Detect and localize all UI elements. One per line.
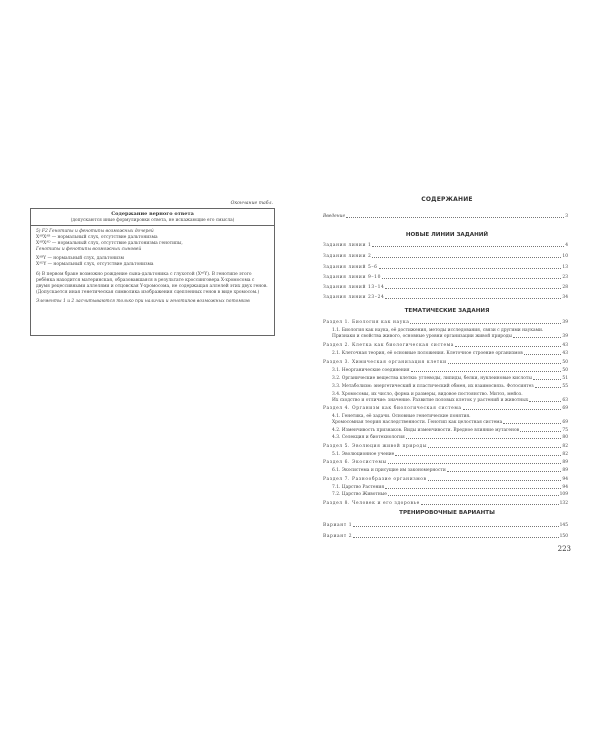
- toc-page-number: 89: [562, 459, 568, 465]
- answer-line: XᴬᴰY — нормальный слух, отсутствие дальтонизма: [36, 262, 154, 268]
- toc-entry-section[interactable]: [323, 459, 568, 465]
- toc-page-number: 69: [562, 405, 568, 411]
- toc-entry-new-line[interactable]: [323, 242, 568, 248]
- toc-page-number: 13: [562, 264, 568, 270]
- toc-entry-subsection[interactable]: [323, 350, 568, 356]
- toc-label: 3.2. Органические вещества клетки: углеводы, липиды, белки, нуклеиновые кислоты: [332, 375, 532, 381]
- answer-line: XᴬᴮY — нормальный слух, дальтонизм: [36, 256, 124, 262]
- toc-leader-dots: [382, 278, 561, 279]
- toc-label: 3.1. Неорганические соединения: [332, 367, 410, 373]
- heading-thematic: ТЕМАТИЧЕСКИЕ ЗАДАНИЯ: [404, 308, 490, 314]
- answer-header-subtitle: (допускаются иные формулировки ответа, не искажающие его смысла): [70, 218, 235, 223]
- right-page: [300, 0, 600, 750]
- toc-entry-subsection[interactable]: [323, 367, 568, 373]
- toc-leader-dots: [385, 298, 561, 299]
- toc-entry-new-line[interactable]: [323, 294, 568, 300]
- toc-page-number: 28: [562, 284, 568, 290]
- toc-label: Задания линии 9–10: [323, 274, 381, 280]
- toc-leader-dots: [379, 268, 562, 269]
- toc-entry-variant[interactable]: [323, 533, 568, 539]
- toc-label: Раздел 8. Человек и его здоровье: [323, 500, 420, 506]
- toc-page-number: 82: [562, 443, 568, 449]
- page-number: 223: [557, 545, 571, 553]
- toc-leader-dots: [411, 371, 562, 372]
- toc-page-number: 109: [559, 491, 568, 497]
- toc-entry-variant[interactable]: [323, 522, 568, 528]
- toc-leader-dots: [524, 354, 562, 355]
- toc-label: 1.1. Биология как наука, её достижения, методы исследования, связи с другими науками.: [332, 327, 544, 333]
- toc-leader-dots: [346, 217, 564, 218]
- toc-page-number: 63: [562, 397, 568, 403]
- toc-entry-section[interactable]: [323, 500, 568, 506]
- toc-label: Раздел 6. Экосистемы: [323, 459, 387, 465]
- toc-label: Задания линии 1: [323, 242, 372, 248]
- toc-label: Вариант 2: [323, 533, 353, 539]
- toc-entry-subsection[interactable]: [323, 333, 568, 339]
- toc-entry-subsection[interactable]: [323, 491, 568, 497]
- toc-leader-dots: [410, 323, 561, 324]
- toc-page-number: 75: [562, 427, 568, 433]
- toc-entry-section[interactable]: [323, 405, 568, 411]
- toc-label: 2.1. Клеточная теория, её основные положения. Клеточное строение организмов: [332, 350, 523, 356]
- toc-label: Раздел 7. Разнообразие организмов: [323, 476, 427, 482]
- toc-label: Введение: [323, 213, 346, 219]
- toc-label: 3.4. Хромосомы, их число, форма и размеры, видовое постоянство. Митоз, мейоз.: [332, 391, 523, 397]
- toc-label: Признаки и свойства живого, основные уровни организации живой природы: [332, 333, 512, 339]
- heading-new-lines: НОВЫЕ ЛИНИИ ЗАДАНИЙ: [405, 232, 489, 238]
- toc-leader-dots: [353, 526, 558, 527]
- toc-page-number: 50: [562, 367, 568, 373]
- toc-entry-section[interactable]: [323, 342, 568, 348]
- toc-leader-dots: [448, 363, 562, 364]
- toc-entry-section[interactable]: [323, 319, 568, 325]
- toc-leader-dots: [533, 379, 562, 380]
- toc-leader-dots: [428, 480, 562, 481]
- toc-page-number: 39: [562, 333, 568, 339]
- toc-label: 7.1. Царство Растения: [332, 484, 385, 490]
- table-caption: Окончание табл.: [230, 201, 273, 206]
- toc-label: Раздел 2. Клетка как биологическая система: [323, 342, 454, 348]
- toc-entry-subsection[interactable]: [323, 419, 568, 425]
- answer-header-title: Содержание верного ответа: [111, 211, 194, 217]
- toc-label: Задания линий 13–14: [323, 284, 385, 290]
- toc-entry-section[interactable]: [323, 359, 568, 365]
- toc-label: Раздел 5. Эволюция живой природы: [323, 443, 427, 449]
- toc-entry-subsection[interactable]: [323, 451, 568, 457]
- toc-leader-dots: [520, 431, 561, 432]
- toc-page-number: 55: [562, 383, 568, 389]
- answer-table: [30, 208, 275, 336]
- answer-paragraph: 6) В первом браке возможно рождение сына-дальтоника с глухотой (XᵃᵈY). В генотипе этого ребёнка находится материнская, образовавшаяся в результате кроссинговера X-хромосома с двумя рецессивными аллелями и отцовская Y-хромосома, не содержащая аллелей этих двух генов. (Допускается иная генетическая символика изображения сцепленных генов в виде хромосом.): [36, 271, 268, 295]
- toc-leader-dots: [385, 288, 561, 289]
- toc-entry-subsection[interactable]: [323, 484, 568, 490]
- toc-page-number: 132: [559, 500, 568, 506]
- toc-label: Их сходство и отличие: значение. Развитие половых клеток у растений и животных: [332, 397, 529, 403]
- answer-body: [31, 226, 274, 305]
- toc-entry-section[interactable]: [323, 443, 568, 449]
- toc-leader-dots: [447, 471, 562, 472]
- toc-entry-subsection[interactable]: [323, 397, 568, 403]
- toc-page-number: 82: [562, 451, 568, 457]
- toc-page-number: 51: [562, 375, 568, 381]
- toc-leader-dots: [406, 438, 562, 439]
- toc-entry-section[interactable]: [323, 476, 568, 482]
- toc-label: Вариант 1: [323, 522, 353, 528]
- toc-page-number: 94: [562, 476, 568, 482]
- answer-line: XᴬᴮXᴬᴰ — нормальный слух, отсутствие дальтонизма генотипы,: [36, 241, 183, 247]
- toc-entry-new-line[interactable]: [323, 264, 568, 270]
- toc-page-number: 94: [562, 484, 568, 490]
- toc-page-number: 23: [562, 274, 568, 280]
- toc-label: Задания линий 5–6: [323, 264, 378, 270]
- toc-entry-subsection[interactable]: [323, 375, 568, 381]
- toc-entry-intro[interactable]: [323, 213, 568, 219]
- answer-note: Элементы 1 и 2 засчитываются только при наличии и генотипов возможных потомков: [36, 298, 250, 304]
- toc-page-number: 80: [562, 434, 568, 440]
- toc-leader-dots: [372, 257, 561, 258]
- toc-leader-dots: [353, 537, 558, 538]
- toc-label: Хромосомная теория наследственности. Генотип как целостная система: [332, 419, 503, 425]
- answer-line: Генотипы и фенотипы возможных сыновей: [36, 247, 142, 253]
- toc-leader-dots: [463, 409, 562, 410]
- toc-label: Раздел 4. Организм как биологическая система: [323, 405, 462, 411]
- toc-label: Раздел 1. Биология как наука: [323, 319, 410, 325]
- toc-leader-dots: [388, 463, 562, 464]
- toc-page-number: 3: [565, 213, 568, 219]
- toc-entry-subsection[interactable]: [323, 427, 568, 433]
- toc-page-number: 69: [562, 419, 568, 425]
- toc-leader-dots: [385, 488, 561, 489]
- toc-leader-dots: [503, 423, 561, 424]
- heading-training: ТРЕНИРОВОЧНЫЕ ВАРИАНТЫ: [399, 510, 495, 516]
- toc-entry-new-line[interactable]: [323, 274, 568, 280]
- toc-leader-dots: [372, 246, 564, 247]
- toc-leader-dots: [529, 401, 561, 402]
- toc-page-number: 50: [562, 359, 568, 365]
- toc-entry-new-line[interactable]: [323, 253, 568, 259]
- toc-entry-subsection[interactable]: [323, 467, 568, 473]
- toc-label: Задания линии 2: [323, 253, 372, 259]
- toc-page-number: 145: [559, 522, 568, 528]
- answer-table-header: [31, 209, 274, 226]
- toc-page-number: 150: [559, 533, 568, 539]
- toc-page-number: 43: [562, 342, 568, 348]
- toc-entry-subsection[interactable]: [323, 434, 568, 440]
- toc-page-number: 4: [565, 242, 568, 248]
- toc-page-number: 34: [562, 294, 568, 300]
- toc-entry-subsection[interactable]: [323, 383, 568, 389]
- toc-page-number: 43: [562, 350, 568, 356]
- toc-leader-dots: [513, 337, 561, 338]
- answer-lines: [36, 229, 269, 269]
- toc-label: Задания линии 23–24: [323, 294, 385, 300]
- toc-title: СОДЕРЖАНИЕ: [421, 196, 473, 203]
- answer-line: XᴬᴮXᴬᴮ — нормальный слух, отсутствие дальтонизма: [36, 235, 158, 241]
- toc-label: 3.3. Метаболизм: энергетический и пластический обмен, их взаимосвязь. Фотосинтез: [332, 383, 534, 389]
- toc-label: 4.3. Селекция и биотехнология: [332, 434, 405, 440]
- toc-entry-new-line[interactable]: [323, 284, 568, 290]
- toc-leader-dots: [455, 346, 561, 347]
- toc-leader-dots: [421, 504, 559, 505]
- toc-leader-dots: [428, 447, 561, 448]
- toc-leader-dots: [535, 387, 562, 388]
- toc-label: Раздел 3. Химическая организация клетки: [323, 359, 447, 365]
- toc-page-number: 39: [562, 319, 568, 325]
- toc-leader-dots: [395, 455, 561, 456]
- toc-page-number: 89: [562, 467, 568, 473]
- toc-label: 4.2. Изменчивость признаков. Виды изменчивости. Вредное влияние мутагенов: [332, 427, 520, 433]
- answer-line: 5) F2 Генотипы и фенотипы возможных дочерей: [36, 229, 154, 234]
- toc-label: 4.1. Генетика, её задачи. Основные генетические понятия.: [332, 413, 471, 419]
- toc-label: 6.1. Экосистема и присущие им закономерности: [332, 467, 446, 473]
- toc-leader-dots: [388, 495, 559, 496]
- toc-page-number: 10: [562, 253, 568, 259]
- toc-label: 7.2. Царство Животные: [332, 491, 387, 497]
- toc-label: 5.1. Эволюционное учение: [332, 451, 395, 457]
